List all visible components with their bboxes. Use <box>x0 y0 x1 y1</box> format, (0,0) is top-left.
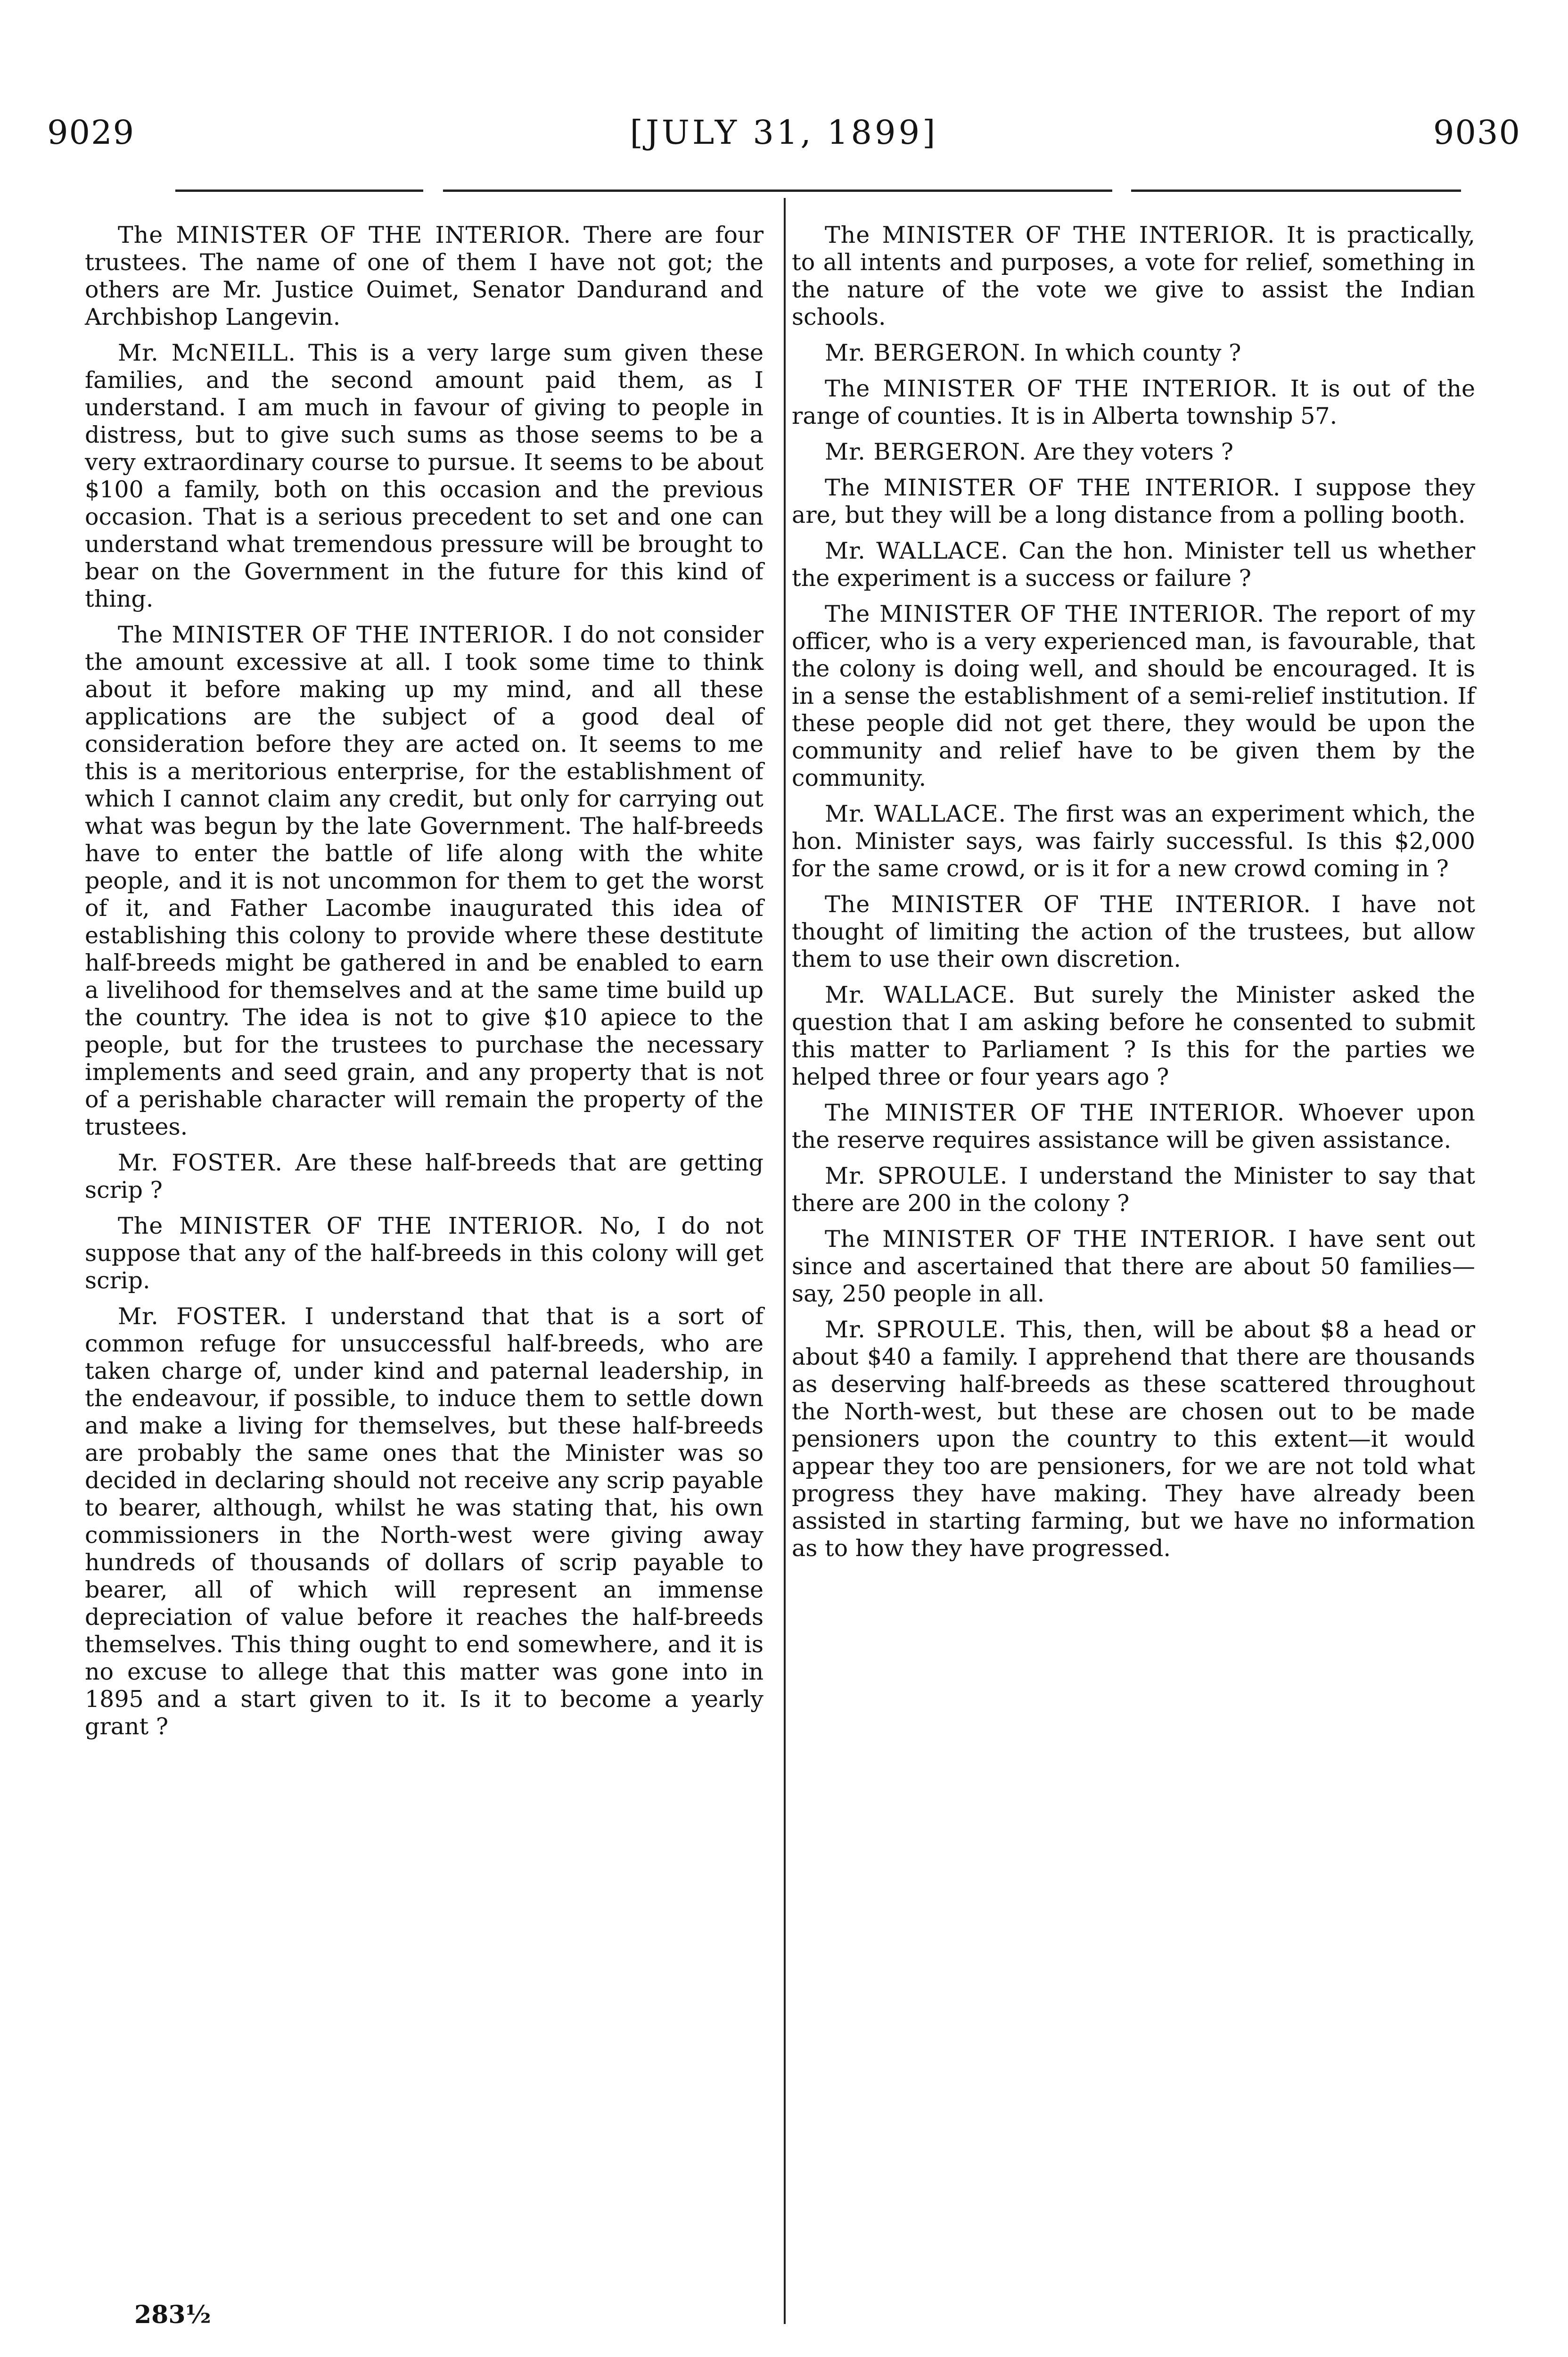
speech-paragraph <box>792 1226 1475 1308</box>
speaker-name: Mr. WALLACE. <box>825 537 1009 564</box>
speech-text: Are they voters ? <box>1034 438 1234 465</box>
header-rule-right <box>1131 190 1461 192</box>
speech-paragraph <box>792 1162 1475 1217</box>
speech-text: The first was an experiment which, the hon. Minister says, was fairly successful. Is this $2,000 for the same crowd, or is it for a new crowd coming in ? <box>792 800 1475 882</box>
header-date: [JULY 31, 1899] <box>630 113 938 152</box>
speaker-name: Mr. WALLACE. <box>825 800 1007 827</box>
speech-paragraph <box>792 222 1475 331</box>
speech-paragraph <box>792 438 1475 466</box>
speech-text: I understand the Minister to say that there are 200 in the colony ? <box>792 1162 1476 1217</box>
speech-paragraph <box>792 891 1475 973</box>
speech-paragraph <box>85 621 763 1141</box>
speaker-name: Mr. BERGERON. <box>825 438 1027 465</box>
speaker-name: Mr. FOSTER. <box>118 1303 287 1330</box>
speaker-name: The MINISTER OF THE INTERIOR. <box>825 375 1278 402</box>
speech-text: Are these half-breeds that are getting scrip ? <box>85 1149 763 1203</box>
speaker-name: Mr. SPROULE. <box>825 1162 1008 1189</box>
speech-paragraph <box>792 339 1475 367</box>
page-header <box>0 113 1568 170</box>
speech-paragraph <box>792 800 1475 882</box>
speech-text: This is a very large sum given these families, and the second amount paid them, as I understand. I am much in favour of giving to people in distress, but to give such sums as those seems to be a very extraordinary course to pursue. It seems to be about $100 a family, both on this occasion and the previous occasion. That is a serious precedent to set and one can understand what tremendous pressure will be brought to bear on the Government in the future for this kind of thing. <box>85 339 763 612</box>
speech-text: But surely the Minister asked the question that I am asking before he consented to submit this matter to Parliament ? Is this for the parties we helped three or four years ago ? <box>792 981 1476 1090</box>
speaker-name: The MINISTER OF THE INTERIOR. <box>825 474 1281 501</box>
speaker-name: The MINISTER OF THE INTERIOR. <box>825 1099 1285 1126</box>
page-number-right: 9030 <box>1433 113 1521 152</box>
speech-paragraph <box>85 222 763 331</box>
speaker-name: The MINISTER OF THE INTERIOR. <box>825 222 1275 248</box>
column-divider <box>784 198 786 2324</box>
speaker-name: The MINISTER OF THE INTERIOR. <box>118 1212 584 1239</box>
speech-text: No, I do not suppose that any of the half-breeds in this colony will get scrip. <box>85 1212 763 1294</box>
speech-paragraph <box>85 1303 763 1740</box>
speaker-name: The MINISTER OF THE INTERIOR. <box>118 621 555 648</box>
speech-paragraph <box>792 537 1475 592</box>
speaker-name: Mr. BERGERON. <box>825 339 1027 366</box>
speech-text: Whoever upon the reserve requires assistance will be given assistance. <box>792 1099 1475 1154</box>
signature-mark: 283½ <box>134 2300 211 2329</box>
speaker-name: Mr. SPROULE. <box>825 1316 1007 1343</box>
speaker-name: Mr. McNEILL. <box>118 339 296 366</box>
speech-text: It is out of the range of counties. It is in Alberta township 57. <box>792 375 1475 429</box>
speech-text: I have not thought of limiting the action of the trustees, but allow them to use their own discretion. <box>792 891 1475 972</box>
left-column <box>85 222 763 1749</box>
speech-paragraph <box>792 1099 1475 1154</box>
speech-paragraph <box>792 375 1475 430</box>
speaker-name: The MINISTER OF THE INTERIOR. <box>825 891 1311 918</box>
speech-text: This, then, will be about $8 a head or about $40 a family. I apprehend that there are thousands as deserving half-breeds as these scattered throughout the North-west, but these are chosen out to be made pensioners upon the country to this extent—it would appear they too are pensioners, for we are not told what progress they have making. They have already been assisted in starting farming, but we have no information as to how they have progressed. <box>792 1316 1475 1562</box>
speaker-name: Mr. FOSTER. <box>118 1149 283 1176</box>
speech-text: I do not consider the amount excessive at all. I took some time to think about it before making up my mind, and all these applications are the subject of a good deal of consideration before they are acted on. It seems to me this is a meritorious enterprise, for the establishment of which I cannot claim any credit, but only for carrying out what was begun by the late Government. The half-breeds have to enter the battle of life along with the white people, and it is not uncommon for them to get the worst of it, and Father Lacombe inaugurated this idea of establishing this colony to provide where these destitute half-breeds might be gathered in and be enabled to earn a livelihood for themselves and at the same time build up the country. The idea is not to give $10 apiece to the people, but for the trustees to purchase the necessary implements and seed grain, and any property that is not of a perishable character will remain the property of the trustees. <box>85 621 763 1140</box>
speech-text: It is practically, to all intents and purposes, a vote for relief, something in the nature of the vote we give to assist the Indian schools. <box>792 222 1475 330</box>
speaker-name: Mr. WALLACE. <box>825 981 1016 1008</box>
header-rule-center <box>443 190 1112 192</box>
speech-text: The report of my officer, who is a very experienced man, is favourable, that the colony is doing well, and should be encouraged. It is in a sense the establishment of a semi-relief institution. If these people did not get there, they would be upon the community and relief have to be given them by the community. <box>792 601 1475 791</box>
speech-text: In which county ? <box>1034 339 1241 366</box>
speech-text: Can the hon. Minister tell us whether the experiment is a success or failure ? <box>792 537 1475 592</box>
speech-paragraph <box>792 1316 1475 1562</box>
speech-text: There are four trustees. The name of one of them I have not got; the others are Mr. Justice Ouimet, Senator Dandurand and Archbishop Langevin. <box>85 222 764 330</box>
page-number-left: 9029 <box>47 113 135 152</box>
speech-paragraph <box>85 1149 763 1204</box>
speech-paragraph <box>792 474 1475 529</box>
speech-text: I suppose they are, but they will be a long distance from a polling booth. <box>792 474 1476 528</box>
right-column <box>792 222 1475 1571</box>
speech-paragraph <box>85 1212 763 1294</box>
speech-paragraph <box>85 339 763 613</box>
speech-paragraph <box>792 601 1475 792</box>
speech-paragraph <box>792 981 1475 1091</box>
header-rule-left-a <box>175 190 423 192</box>
speech-text: I have sent out since and ascertained that there are about 50 families—say, 250 people in all. <box>792 1226 1475 1307</box>
speech-text: I understand that that is a sort of common refuge for unsuccessful half-breeds, who are taken charge of, under kind and paternal leadership, in the endeavour, if possible, to induce them to settle down and make a living for themselves, but these half-breeds are probably the same ones that the Minister was so decided in declaring should not receive any scrip payable to bearer, although, whilst he was stating that, his own commissioners in the North-west were giving away hundreds of thousands of dollars of scrip payable to bearer, all of which will represent an immense depreciation of value before it reaches the half-breeds themselves. This thing ought to end somewhere, and it is no excuse to allege that this matter was gone into in 1895 and a start given to it. Is it to become a yearly grant ? <box>85 1303 763 1740</box>
speaker-name: The MINISTER OF THE INTERIOR. <box>118 222 571 248</box>
speaker-name: The MINISTER OF THE INTERIOR. <box>825 601 1265 627</box>
speaker-name: The MINISTER OF THE INTERIOR. <box>825 1226 1276 1253</box>
